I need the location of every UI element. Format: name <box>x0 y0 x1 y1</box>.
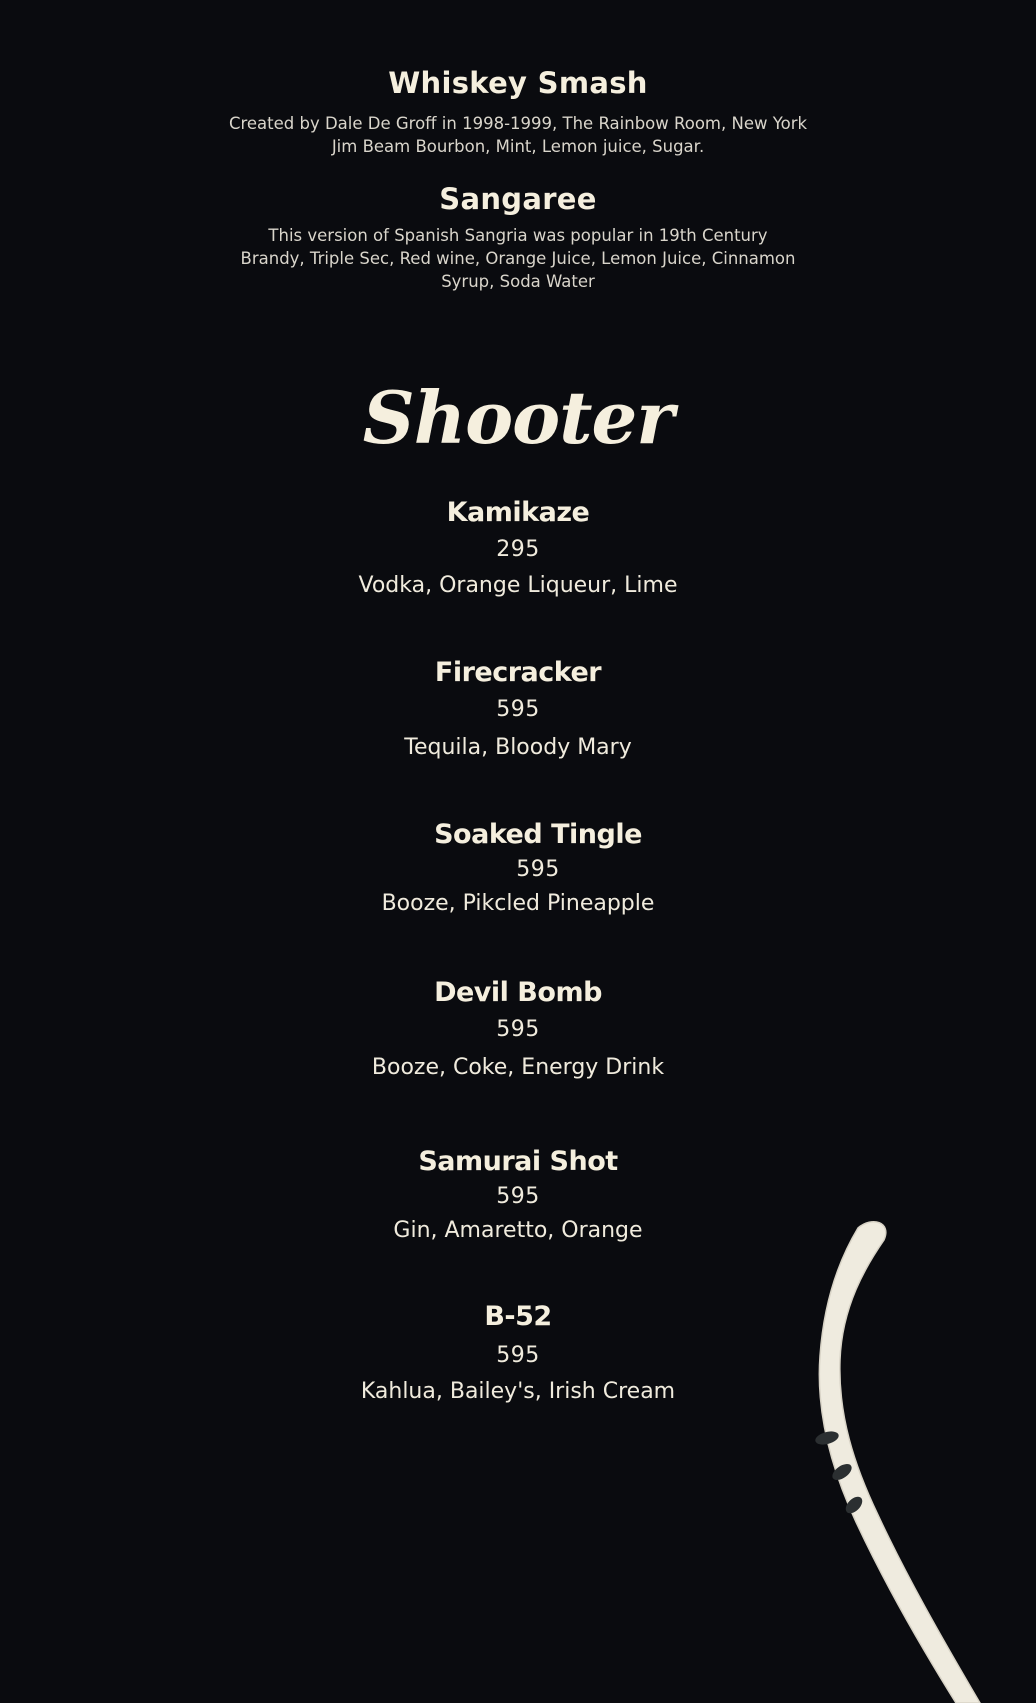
shooter-price: 595 <box>516 857 560 882</box>
cocktail-origin: Created by Dale De Groff in 1998-1999, The Rainbow Room, New York <box>228 114 808 133</box>
shooter-ingredients: Tequila, Bloody Mary <box>404 735 632 760</box>
shooter-ingredients-row <box>0 573 1036 598</box>
cocktail-description <box>0 112 1036 158</box>
shooter-ingredients: Vodka, Orange Liqueur, Lime <box>358 573 678 598</box>
shooter-item <box>0 977 1036 1008</box>
shooter-name: Kamikaze <box>446 497 590 528</box>
cocktail-ingredients-cont: Syrup, Soda Water <box>441 272 595 291</box>
tail-illustration <box>780 1210 1036 1703</box>
shooter-ingredients: Booze, Pikcled Pineapple <box>381 891 655 916</box>
shooter-price-row <box>20 857 1036 882</box>
shooter-price: 595 <box>496 1343 540 1368</box>
shooter-item <box>0 497 1036 528</box>
shooter-item <box>0 657 1036 688</box>
cocktail-title: Sangaree <box>439 182 597 216</box>
shooter-ingredients: Booze, Coke, Energy Drink <box>371 1055 665 1080</box>
shooter-price: 595 <box>496 697 540 722</box>
shooter-name: B-52 <box>484 1301 552 1332</box>
shooter-ingredients: Kahlua, Bailey's, Irish Cream <box>360 1379 676 1404</box>
shooter-price: 595 <box>496 1184 540 1209</box>
shooter-price: 295 <box>496 537 540 562</box>
cocktail-origin: This version of Spanish Sangria was popular in 19th Century <box>268 226 768 245</box>
shooter-ingredients-row <box>0 891 1036 916</box>
shooter-ingredients-row <box>0 735 1036 760</box>
section-heading <box>0 375 1036 460</box>
shooter-name: Firecracker <box>434 657 602 688</box>
shooter-name: Soaked Tingle <box>434 819 642 850</box>
cocktail-ingredients: Jim Beam Bourbon, Mint, Lemon juice, Sugar. <box>331 137 705 156</box>
shooter-name: Samurai Shot <box>418 1146 618 1177</box>
cocktail-whiskey-smash <box>0 66 1036 100</box>
cocktail-title: Whiskey Smash <box>388 66 648 100</box>
shooter-name: Devil Bomb <box>434 977 602 1008</box>
cocktail-sangaree <box>0 182 1036 216</box>
shooter-item <box>20 819 1036 850</box>
shooter-item <box>0 1146 1036 1177</box>
shooter-price-row <box>0 537 1036 562</box>
cocktail-ingredients: Brandy, Triple Sec, Red wine, Orange Juice, Lemon Juice, Cinnamon <box>240 249 796 268</box>
tail-shape <box>819 1222 980 1703</box>
shooter-ingredients: Gin, Amaretto, Orange <box>393 1218 643 1243</box>
shooter-price-row <box>0 1184 1036 1209</box>
section-title: Shooter <box>362 375 674 460</box>
shooter-price-row <box>0 1017 1036 1042</box>
shooter-ingredients-row <box>0 1055 1036 1080</box>
shooter-price-row <box>0 697 1036 722</box>
cocktail-description <box>0 224 1036 293</box>
shooter-price: 595 <box>496 1017 540 1042</box>
